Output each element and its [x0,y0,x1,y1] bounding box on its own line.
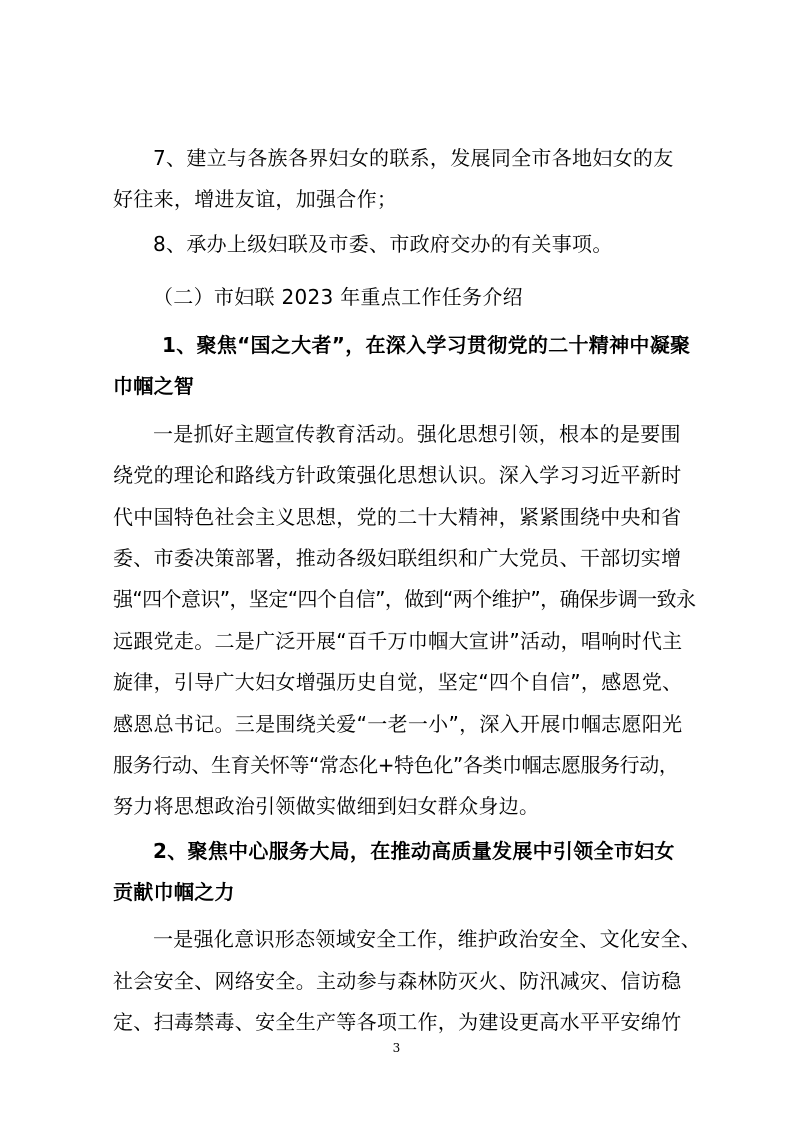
paragraph-line: 服务行动、生育关怀等“常态化+特色化”各类巾帼志愿服务行动， [113,753,679,777]
subsection-heading: 1、聚焦“国之大者”，在深入学习贯彻党的二十精神中凝聚 [162,333,691,357]
paragraph-line: 社会安全、网络安全。主动参与森林防灭火、防汛减灾、信访稳 [113,969,682,993]
paragraph-line: 绕党的理论和路线方针政策强化思想认识。深入学习习近平新时 [113,463,682,487]
subsection-heading: 贡献巾帼之力 [113,880,235,904]
subsection-heading: 巾帼之智 [113,374,195,398]
paragraph-line: 旋律，引导广大妇女增强历史自觉，坚定“四个自信”，感恩党、 [113,670,683,694]
paragraph-line: 代中国特色社会主义思想，党的二十大精神，紧紧围绕中央和省 [113,505,682,529]
paragraph-line: 一是强化意识形态领域安全工作，维护政治安全、文化安全、 [153,927,702,951]
section-heading: （二）市妇联 2023 年重点工作任务介绍 [153,285,523,309]
paragraph-line: 一是抓好主题宣传教育活动。强化思想引领，根本的是要围 [153,422,681,446]
page-number: 3 [392,1041,401,1055]
paragraph-line: 感恩总书记。三是围绕关爱“一老一小”，深入开展巾帼志愿阳光 [113,712,683,736]
paragraph-line: 定、扫毒禁毒、安全生产等各项工作，为建设更高水平平安绵竹 [113,1010,682,1034]
subsection-heading: 2、聚焦中心服务大局，在推动高质量发展中引领全市妇女 [153,839,675,863]
paragraph-line: 努力将思想政治引领做实做细到妇女群众身边。 [113,794,540,818]
paragraph-line: 委、市委决策部署，推动各级妇联组织和广大党员、干部切实增 [113,546,682,570]
paragraph-line: 7、建立与各族各界妇女的联系，发展同全市各地妇女的友 [153,146,674,170]
paragraph-line: 强“四个意识”，坚定“四个自信”，做到“两个维护”，确保步调一致永 [113,587,696,611]
paragraph-line: 8、承办上级妇联及市委、市政府交办的有关事项。 [153,232,613,256]
paragraph-line: 好往来，增进友谊，加强合作； [113,187,398,211]
paragraph-line: 远跟党走。二是广泛开展“百千万巾帼大宣讲”活动，唱响时代主 [113,629,683,653]
